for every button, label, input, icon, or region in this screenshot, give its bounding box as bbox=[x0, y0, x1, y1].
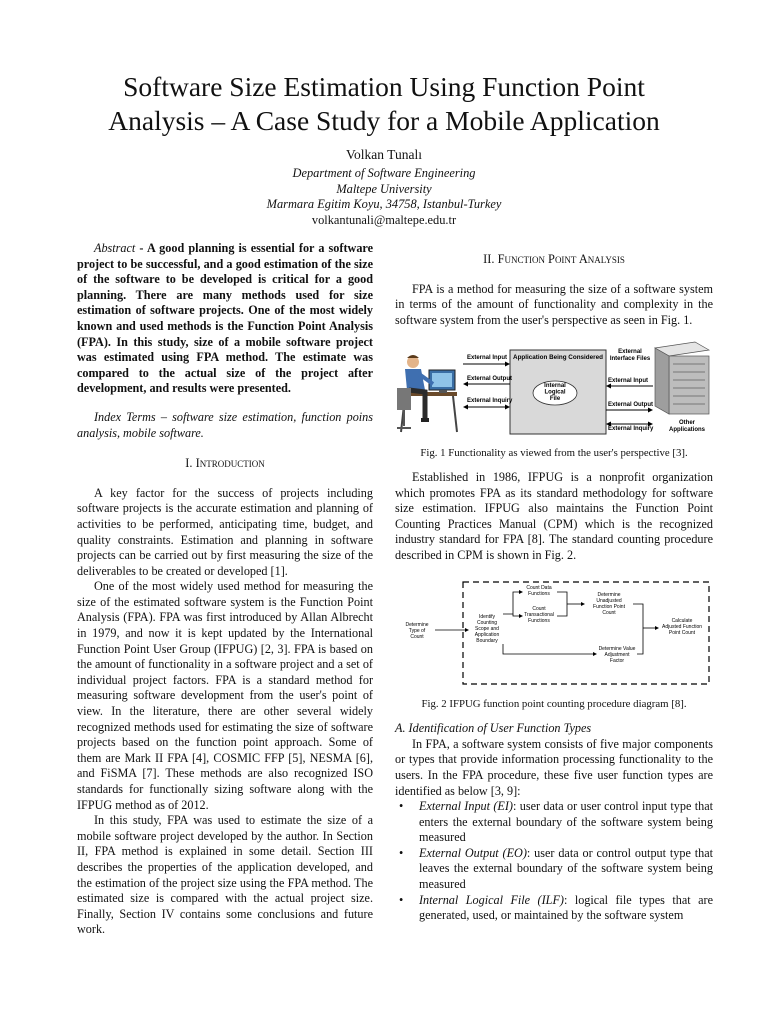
connector-scope-vaf-head bbox=[593, 652, 597, 656]
figure-1 bbox=[395, 340, 713, 441]
def-eo: : user data or control output type that leaves the external boundary of the software system being measured bbox=[419, 845, 713, 892]
user-figure bbox=[397, 355, 457, 432]
abstract-label: Abstract bbox=[94, 241, 136, 255]
abstract-text: A good planning is essential for a software project to be successful, and a good estimation of the size of the software to be developed is critical for a good planning. There are many methods used for size estimation of software projects. One of the most widely known and used methods is the Function Point Analysis (FPA). In this study, size of a mobile software project was estimated using FPA method. The estimate was compared to the actual size of the project after development, and results were presented. bbox=[77, 241, 374, 396]
email[interactable]: volkantunali@maltepe.edu.tr bbox=[311, 212, 457, 227]
connector-scope-data-head bbox=[519, 590, 523, 594]
title-line-1: Software Size Estimation Using Function Point bbox=[123, 71, 645, 102]
index-terms-text: software size estimation, function poins analysis, mobile software bbox=[77, 409, 374, 440]
university: Maltepe University bbox=[336, 181, 432, 196]
unadjusted-4: Count bbox=[602, 609, 616, 616]
vaf-1: Determine Value bbox=[598, 645, 636, 652]
department: Department of Software Engineering bbox=[292, 166, 476, 180]
other-apps-label-1: Other bbox=[678, 420, 696, 427]
section-2-number: II. bbox=[483, 252, 495, 266]
ilf-label-2: Logical bbox=[544, 389, 566, 396]
affiliation bbox=[0, 166, 768, 228]
ext-output-right-head bbox=[648, 408, 653, 413]
abstract bbox=[77, 241, 373, 397]
connector-counts bbox=[557, 592, 567, 616]
abstract-dash: - bbox=[135, 241, 147, 255]
ext-inquiry-left-head-2 bbox=[505, 405, 510, 410]
identify-scope-5: Boundary bbox=[476, 637, 498, 644]
ext-inquiry-left: External Inquiry bbox=[467, 398, 513, 405]
def-ilf: : logical file types that are generated, used, or maintained by the software system bbox=[419, 892, 714, 923]
function-type-list bbox=[395, 799, 713, 924]
identify-scope-1: Identify bbox=[478, 613, 496, 620]
calculate-1: Calculate bbox=[671, 617, 693, 624]
section-2-title: Function Point Analysis bbox=[497, 252, 625, 266]
other-apps-label-2: Applications bbox=[668, 427, 706, 434]
right-column bbox=[395, 252, 713, 924]
determine-type-3: Count bbox=[410, 633, 424, 640]
connector-scope-trans-head bbox=[519, 614, 523, 618]
ext-input-right-head bbox=[606, 384, 611, 389]
index-terms-dash: – bbox=[155, 409, 173, 424]
connector-scope-data bbox=[503, 592, 521, 614]
ilf-label-3: File bbox=[549, 396, 561, 403]
title-line-2: Analysis – A Case Study for a Mobile Application bbox=[108, 105, 660, 136]
vaf-3: Factor bbox=[609, 657, 625, 664]
count-trans-2: Transactional bbox=[524, 611, 554, 618]
identify-scope-4: Application bbox=[474, 631, 500, 638]
fpa-paragraph-1: FPA is a method for measuring the size of a software system in terms of the amount of functionality and complexity in the software system from the user's perspective as seen in Fig. 1. bbox=[395, 281, 713, 327]
subsection-a-heading: A. Identification of User Function Types bbox=[395, 721, 592, 736]
bullet-icon: • bbox=[399, 892, 404, 907]
list-item bbox=[395, 846, 713, 893]
server-rack-icon bbox=[655, 342, 709, 414]
section-2-heading bbox=[395, 252, 713, 268]
term-eo: External Output (EO) bbox=[419, 845, 527, 860]
calculate-2: Adjusted Function bbox=[661, 623, 703, 630]
ext-output-right: External Output bbox=[608, 402, 654, 409]
section-1-title: Introduction bbox=[195, 456, 265, 471]
count-trans-3: Functions bbox=[528, 617, 550, 624]
ext-input-left: External Input bbox=[467, 355, 508, 362]
identify-scope-2: Counting bbox=[476, 619, 498, 626]
count-trans-1: Count bbox=[532, 605, 546, 612]
ilf-label-1: Internal bbox=[544, 383, 566, 390]
section-1-number: I. bbox=[185, 456, 193, 471]
list-item bbox=[395, 799, 713, 846]
ext-inquiry-left-head-1 bbox=[463, 405, 468, 410]
figure-2 bbox=[395, 578, 713, 693]
unadjusted-2: Unadjusted bbox=[596, 597, 622, 604]
ext-interface-label-2: Interface Files bbox=[609, 356, 651, 363]
ext-input-left-head bbox=[505, 362, 510, 367]
connector-to-unadjusted-head bbox=[581, 602, 585, 606]
connector-calc-head bbox=[655, 626, 659, 630]
determine-type-1: Determine bbox=[405, 621, 429, 628]
bullet-icon: • bbox=[399, 799, 404, 814]
arrow-type-to-scope-head bbox=[465, 628, 469, 632]
fpa-paragraph-2: Established in 1986, IFPUG is a nonprofit organization which promotes FPA as its standard methodology for software size estimation. IFPUG also maintains the Function Point Counting Practices Manual (CPM) which is the recognized industry standard for FPA [8]. The standard counting procedure described in CPM is shown in Fig. 2. bbox=[395, 469, 713, 562]
ext-output-left: External Output bbox=[467, 376, 513, 383]
identify-scope-3: Scope and bbox=[475, 625, 499, 632]
term-ilf: Internal Logical File (ILF) bbox=[419, 892, 564, 907]
determine-type-2: Type of bbox=[408, 627, 426, 634]
index-terms-label: Index Terms bbox=[94, 409, 156, 424]
connector-scope-vaf bbox=[503, 644, 595, 654]
count-data-1: Count Data bbox=[526, 584, 552, 591]
app-label: Application Being Considered bbox=[513, 354, 603, 362]
index-terms bbox=[77, 410, 373, 441]
calculate-3: Point Count bbox=[668, 629, 696, 636]
unadjusted-1: Determine bbox=[597, 591, 621, 598]
term-ei: External Input (EI) bbox=[419, 799, 513, 814]
count-data-2: Functions bbox=[528, 590, 550, 597]
def-ei: : user data or user control input type that enters the external boundary of the software system being measured bbox=[419, 799, 714, 845]
figure-2-diagram bbox=[395, 578, 713, 688]
intro-paragraph-2: One of the most widely used method for measuring the size of the estimated software system is the Function Point Analysis (FPA). FPA was first introduced by Allan Albrecht in 1979, and now it is kept updated by the International Function Point User Group (IFPUG) [2, 3]. FPA is based on the amount of functionality in a software project and a set of individual project factors. FPA is a standard method for measuring software development from the user's point of view. In the literature, there are other several widely recognized methods used for estimating the size of software projects based on the function point approach. Some of them are Mark II FPA [4], COSMIC FFP [5], NESMA [6], and FiSMA [7]. These methods are also recognized ISO standards for functionally sizing software along with the IFPUG method as of 2012. bbox=[77, 579, 373, 812]
ext-interface-label-1: External bbox=[618, 349, 642, 356]
fpa-paragraph-3: In FPA, a software system consists of five major components or types that provide information processing functionality to the users. In the FPA procedure, these five user function types are identified as below [3, 9]: bbox=[395, 736, 713, 798]
intro-paragraph-3: In this study, FPA was used to estimate the size of a mobile software project developed by the author. In Section II, FPA method is explained in some detail. Section III describes the properties of the application developed, and the estimation of the project size using the FPA method. The estimated size is compared with the actual project size. Finally, Section IV contains some conclusions and future work. bbox=[77, 813, 373, 937]
author-name: Volkan Tunalı bbox=[346, 147, 422, 162]
bullet-icon: • bbox=[399, 845, 404, 860]
section-1-heading bbox=[77, 456, 373, 472]
ext-inquiry-right: External Inquiry bbox=[608, 426, 654, 433]
left-column bbox=[77, 241, 373, 938]
figure-2-caption: Fig. 2 IFPUG function point counting procedure diagram [8]. bbox=[421, 698, 687, 711]
paper-title bbox=[60, 70, 708, 138]
vaf-2: Adjustment bbox=[604, 651, 630, 658]
ext-input-right: External Input bbox=[608, 378, 649, 385]
figure-1-caption: Fig. 1 Functionality as viewed from the user's perspective [3]. bbox=[420, 446, 688, 459]
ext-output-left-head bbox=[463, 382, 468, 387]
list-item bbox=[395, 893, 713, 924]
figure-1-diagram bbox=[395, 340, 713, 436]
intro-paragraph-1: A key factor for the success of projects including software projects is the accurate estimation and planning of activities to be performed, anticipating time, budget, and quality constraints. Estimation and planning in software projects can be carried out by first measuring the size of the deliverables to be created or developed [1]. bbox=[77, 485, 373, 578]
address: Marmara Egitim Koyu, 34758, Istanbul-Turkey bbox=[266, 197, 502, 212]
unadjusted-3: Function Point bbox=[593, 603, 625, 610]
index-terms-end: . bbox=[200, 425, 204, 440]
